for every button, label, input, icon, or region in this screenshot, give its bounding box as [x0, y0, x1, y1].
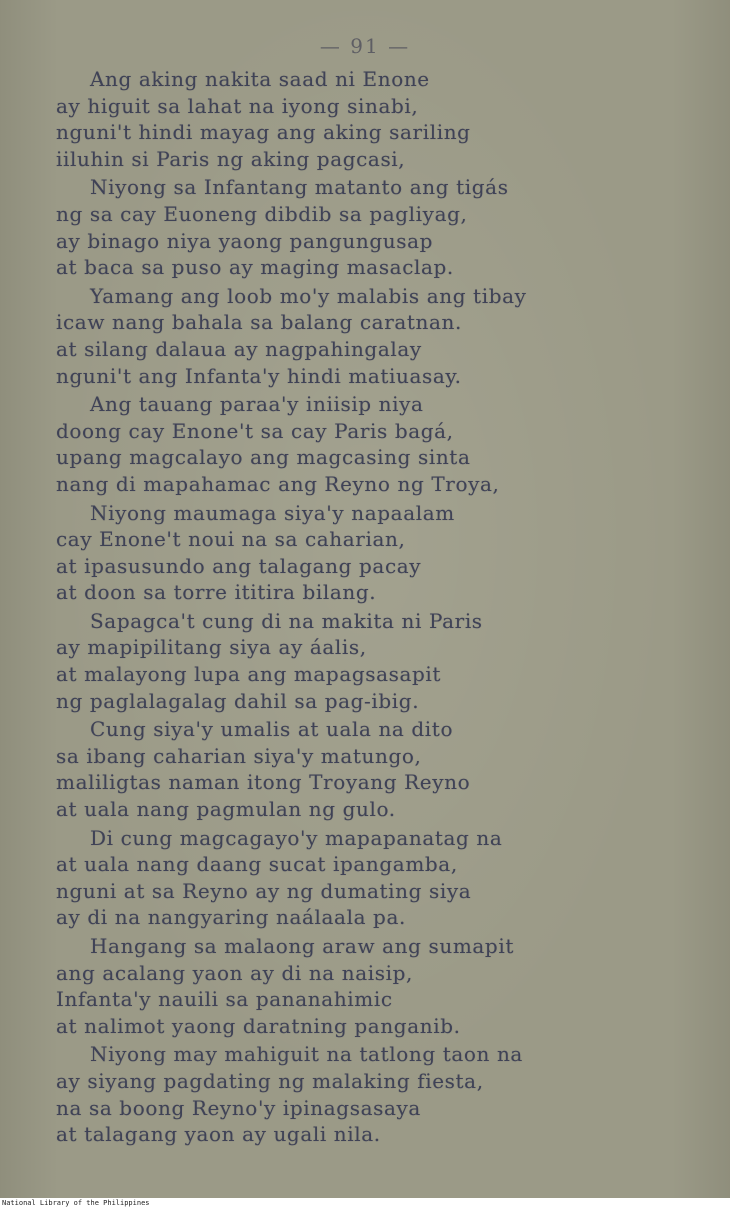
poem-line: ay siyang pagdating ng malaking fiesta,: [56, 1068, 484, 1093]
poem-line: at baca sa puso ay maging masaclap.: [56, 255, 454, 280]
poem-line: nguni at sa Reyno ay ng dumating siya: [56, 878, 472, 903]
page-number: — 91 —: [319, 34, 411, 58]
poem-line: ng sa cay Euoneng dibdib sa pagliyag,: [56, 201, 468, 226]
poem-line: at talagang yaon ay ugali nila.: [56, 1122, 381, 1147]
poem-line: Ang aking nakita saad ni Enone: [90, 67, 430, 91]
poem-line: Niyong may mahiguit na tatlong taon na: [90, 1042, 523, 1067]
poem-line: at uala nang pagmulan ng gulo.: [56, 797, 396, 822]
stanza: [56, 1041, 696, 1147]
poem-line: nang di mapahamac ang Reyno ng Troya,: [56, 471, 500, 496]
poem-line: Cung siya'y umalis at uala na dito: [90, 717, 454, 742]
poem-line: Ang tauang paraa'y iniisip niya: [90, 392, 424, 417]
poem-line: doong cay Enone't sa cay Paris bagá,: [56, 418, 454, 443]
poem-line: na sa boong Reyno'y ipinagsasaya: [56, 1095, 421, 1120]
stanza: [56, 66, 696, 172]
library-credit: National Library of the Philippines: [2, 1199, 150, 1207]
stanza: [56, 174, 696, 280]
stanza: [56, 500, 696, 606]
stanza: [56, 608, 696, 714]
poem-line: sa ibang caharian siya'y matungo,: [56, 743, 422, 768]
stanza: [56, 391, 696, 497]
poem-line: at nalimot yaong daratning panganib.: [56, 1013, 461, 1038]
stanza: [56, 825, 696, 931]
poem-line: at ipasusundo ang talagang pacay: [56, 553, 422, 578]
poem-line: Hangang sa malaong araw ang sumapit: [90, 934, 514, 958]
poem-body: [56, 66, 696, 1150]
poem-line: at uala nang daang sucat ipangamba,: [56, 852, 458, 877]
poem-line: ay binago niya yaong pangungusap: [56, 228, 433, 253]
poem-line: Yamang ang loob mo'y malabis ang tibay: [90, 283, 527, 308]
poem-line: nguni't hindi mayag ang aking sariling: [56, 120, 471, 145]
poem-line: at doon sa torre ititira bilang.: [56, 580, 377, 605]
stanza: [56, 933, 696, 1039]
poem-line: ay higuit sa lahat na iyong sinabi,: [56, 93, 419, 118]
poem-line: Infanta'y nauili sa pananahimic: [56, 987, 393, 1012]
poem-line: upang magcalayo ang magcasing sinta: [56, 445, 471, 470]
poem-line: Niyong maumaga siya'y napaalam: [90, 500, 455, 525]
poem-line: maliligtas naman itong Troyang Reyno: [56, 770, 471, 795]
scan-footer: [0, 1199, 730, 1208]
poem-line: ang acalang yaon ay di na naisip,: [56, 960, 413, 985]
poem-line: Di cung magcagayo'y mapapanatag na: [90, 825, 503, 850]
poem-line: ay di na nangyaring naálaala pa.: [56, 905, 406, 930]
poem-line: ng paglalagalag dahil sa pag-ibig.: [56, 688, 420, 713]
stanza: [56, 716, 696, 822]
poem-line: Niyong sa Infantang matanto ang tigás: [90, 175, 509, 200]
poem-line: at malayong lupa ang mapagsasapit: [56, 662, 442, 687]
poem-line: iiluhin si Paris ng aking pagcasi,: [56, 146, 406, 171]
poem-line: icaw nang bahala sa balang caratnan.: [56, 310, 462, 335]
poem-line: ay mapipilitang siya ay áalis,: [56, 635, 367, 660]
poem-line: nguni't ang Infanta'y hindi matiuasay.: [56, 363, 462, 388]
poem-line: Sapagca't cung di na makita ni Paris: [90, 608, 483, 633]
poem-line: at silang dalaua ay nagpahingalay: [56, 336, 422, 361]
stanza: [56, 283, 696, 389]
poem-line: cay Enone't noui na sa caharian,: [56, 527, 406, 552]
